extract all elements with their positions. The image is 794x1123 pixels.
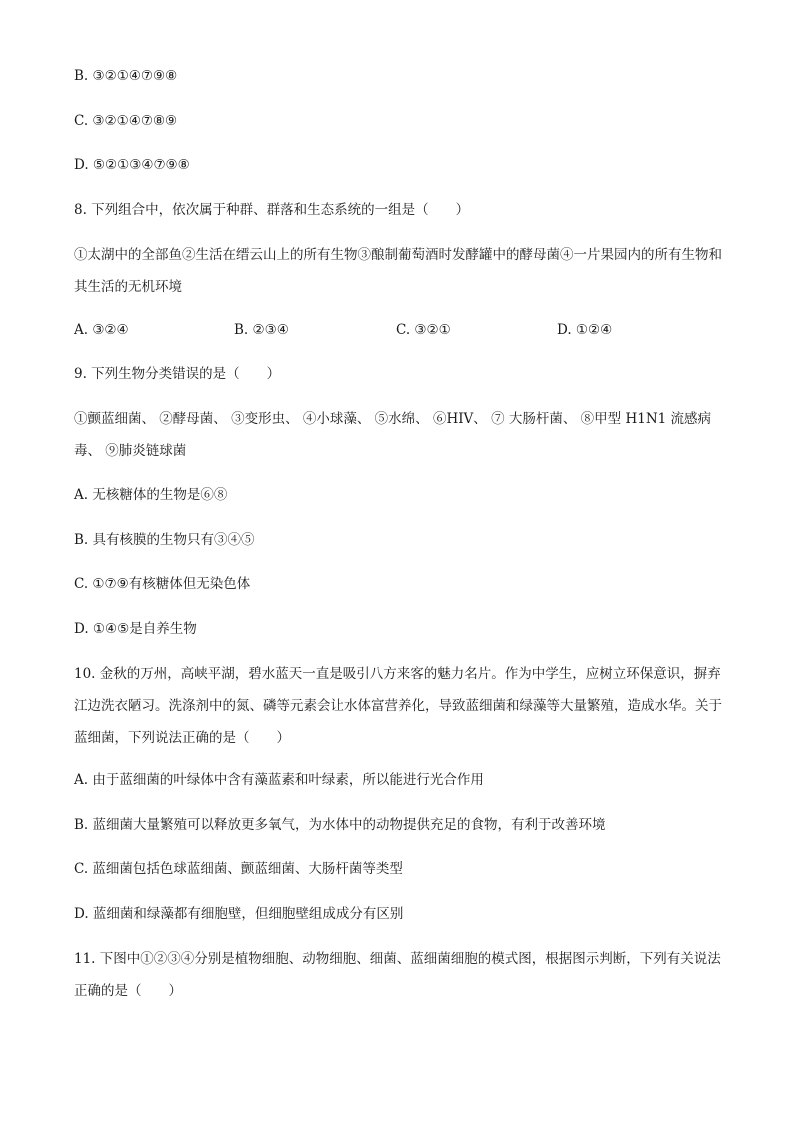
q11-stem: 11. 下图中①②③④分别是植物细胞、动物细胞、细菌、蓝细菌细胞的模式图，根据图示判断，下列有关说法正确的是（ ） bbox=[74, 951, 721, 999]
q10-stem: 10. 金秋的万州，高峡平湖，碧水蓝天一直是吸引八方来客的魅力名片。作为中学生，应树立环保意识，摒弃江边洗衣陋习。洗涤剂中的氮、磷等元素会让水体富营养化，导致蓝细菌和绿藻等大量繁殖，造成水华。关于蓝细菌，下列说法正确的是（ ） bbox=[74, 666, 722, 746]
q7-option-d: D. ⑤②①③④⑦⑨⑧ bbox=[74, 157, 190, 173]
q9-stem: 9. 下列生物分类错误的是（ ） bbox=[74, 366, 281, 382]
q10-option-d: D. 蓝细菌和绿藻都有细胞壁，但细胞壁组成成分有区别 bbox=[74, 906, 404, 922]
q9-option-d: D. ①④⑤是自养生物 bbox=[74, 621, 197, 637]
q9-option-b: B. 具有核膜的生物只有③④⑤ bbox=[74, 532, 255, 548]
q10-option-b: B. 蓝细菌大量繁殖可以释放更多氧气，为水体中的动物提供充足的食物，有利于改善环境 bbox=[74, 817, 606, 833]
q8-option-d: D. ①②④ bbox=[557, 322, 613, 338]
q8-stem: 8. 下列组合中，依次属于种群、群落和生态系统的一组是（ ） bbox=[74, 202, 470, 218]
q8-option-a: A. ③②④ bbox=[74, 322, 129, 338]
q8-items: ①太湖中的全部鱼②生活在缙云山上的所有生物③酿制葡萄酒时发酵罐中的酵母菌④一片果园内的所有生物和其生活的无机环境 bbox=[74, 247, 722, 295]
q9-option-a: A. 无核糖体的生物是⑥⑧ bbox=[74, 487, 228, 503]
q10-option-c: C. 蓝细菌包括色球蓝细菌、颤蓝细菌、大肠杆菌等类型 bbox=[74, 861, 403, 877]
q7-option-c: C. ③②①④⑦⑧⑨ bbox=[74, 113, 178, 129]
q9-option-c: C. ①⑦⑨有核糖体但无染色体 bbox=[74, 576, 251, 592]
q10-option-a: A. 由于蓝细菌的叶绿体中含有藻蓝素和叶绿素，所以能进行光合作用 bbox=[74, 772, 484, 788]
q8-option-b: B. ②③④ bbox=[234, 322, 289, 338]
q9-items: ①颤蓝细菌、 ②酵母菌、 ③变形虫、 ④小球藻、 ⑤水绵、 ⑥HIV、 ⑦ 大肠杆菌、 ⑧甲型 H1N1 流感病毒、 ⑨肺炎链球菌 bbox=[74, 411, 712, 459]
q7-option-b: B. ③②①④⑦⑨⑧ bbox=[74, 68, 178, 84]
q8-option-c: C. ③②① bbox=[396, 322, 451, 338]
